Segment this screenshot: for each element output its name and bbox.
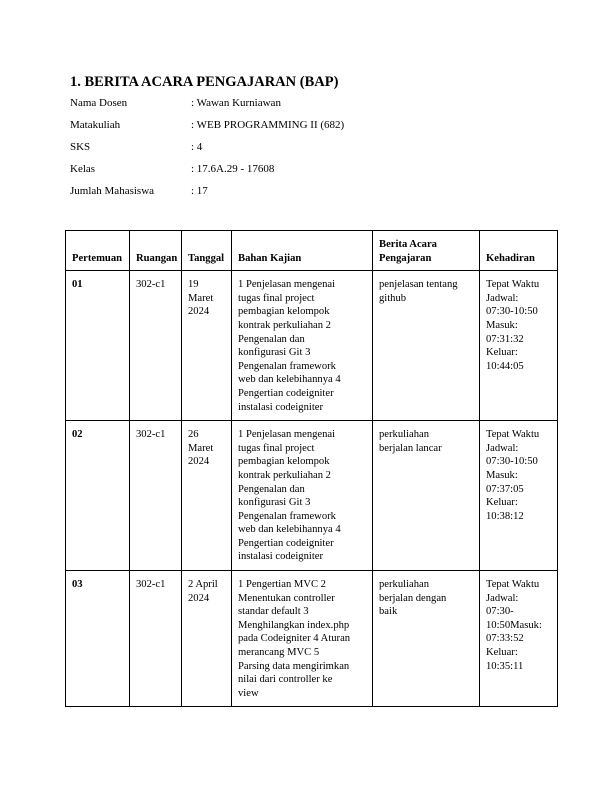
cell-line: web dan kelebihannya 4	[238, 524, 341, 536]
cell-line: nilai dari controller ke	[238, 674, 333, 686]
cell-line: Jadwal:	[486, 292, 519, 304]
info-label: SKS	[70, 141, 91, 153]
info-value: : 17.6A.29 - 17608	[191, 163, 275, 175]
cell-line: 07:30-	[486, 606, 514, 618]
cell-line: Menghilangkan index.php	[238, 619, 350, 631]
cell-line: Pengenalan framework	[238, 360, 336, 372]
cell-line: 10:50Masuk:	[486, 619, 542, 631]
cell-line: 1 Pengertian MVC 2	[238, 579, 326, 591]
cell-line: 07:30-10:50	[486, 456, 538, 468]
cell-line: github	[379, 292, 407, 304]
info-label: Nama Dosen	[70, 97, 128, 109]
course-info	[70, 96, 530, 206]
table-row	[66, 421, 558, 571]
header-ruangan: Ruangan	[130, 231, 182, 271]
cell-line: 19	[188, 279, 199, 291]
info-value: : 17	[191, 185, 208, 197]
cell-line: Maret	[188, 442, 214, 454]
cell-line: baik	[379, 606, 398, 618]
cell-line: 07:37:05	[486, 483, 524, 495]
cell-line: 07:31:32	[486, 333, 524, 345]
cell-kehadiran	[480, 571, 558, 707]
table-row	[66, 271, 558, 421]
cell-line: Jadwal:	[486, 592, 519, 604]
cell-line: Tepat Waktu	[486, 579, 540, 591]
cell-line: berjalan lancar	[379, 442, 442, 454]
cell-ruangan: 302-c1	[130, 271, 182, 421]
cell-bahan-kajian	[232, 271, 373, 421]
cell-line: Keluar:	[486, 347, 518, 359]
cell-line: web dan kelebihannya 4	[238, 374, 341, 386]
cell-pertemuan: 03	[66, 571, 130, 707]
cell-berita-acara	[373, 571, 480, 707]
cell-line: 2 April	[188, 579, 218, 591]
cell-line: konfigurasi Git 3	[238, 347, 311, 359]
info-value: : WEB PROGRAMMING II (682)	[191, 119, 345, 131]
cell-line: instalasi codeigniter	[238, 551, 324, 563]
cell-line: Parsing data mengirimkan	[238, 660, 350, 672]
cell-line: 2024	[188, 592, 210, 604]
cell-line: 10:35:11	[486, 660, 524, 672]
table-row	[66, 571, 558, 707]
cell-line: tugas final project	[238, 292, 315, 304]
cell-line: tugas final project	[238, 442, 315, 454]
cell-kehadiran	[480, 271, 558, 421]
header-tanggal: Tanggal	[182, 231, 232, 271]
cell-line: standar default 3	[238, 606, 309, 618]
cell-line: Jadwal:	[486, 442, 519, 454]
cell-tanggal	[182, 571, 232, 707]
cell-line: 07:30-10:50	[486, 306, 538, 318]
info-row-matakuliah	[70, 118, 530, 140]
cell-ruangan: 302-c1	[130, 421, 182, 571]
cell-line: perkuliahan	[379, 579, 430, 591]
cell-line: instalasi codeigniter	[238, 401, 324, 413]
cell-line: Tepat Waktu	[486, 429, 540, 441]
cell-line: Menentukan controller	[238, 592, 335, 604]
cell-line: Masuk:	[486, 469, 518, 481]
cell-line: konfigurasi Git 3	[238, 497, 311, 509]
header-kehadiran: Kehadiran	[480, 231, 558, 271]
cell-line: pembagian kelompok	[238, 456, 330, 468]
cell-line: 2024	[188, 306, 210, 318]
cell-line: view	[238, 687, 259, 699]
cell-line: 07:33:52	[486, 633, 524, 645]
cell-line: pembagian kelompok	[238, 306, 330, 318]
info-row-sks	[70, 140, 530, 162]
header-pertemuan: Pertemuan	[66, 231, 130, 271]
cell-line: pada Codeigniter 4 Aturan	[238, 633, 351, 645]
info-value: : 4	[191, 141, 203, 153]
info-row-kelas	[70, 162, 530, 184]
cell-line: berjalan dengan	[379, 592, 447, 604]
cell-line: Pengenalan dan	[238, 483, 305, 495]
cell-line: 26	[188, 429, 199, 441]
cell-kehadiran	[480, 421, 558, 571]
info-label: Jumlah Mahasiswa	[70, 185, 155, 197]
cell-pertemuan: 01	[66, 271, 130, 421]
cell-ruangan: 302-c1	[130, 571, 182, 707]
header-bahan-kajian: Bahan Kajian	[232, 231, 373, 271]
cell-line: 10:44:05	[486, 360, 524, 372]
table-body	[66, 271, 558, 707]
header-berita-acara: Berita Acara Pengajaran	[373, 231, 480, 271]
cell-line: Pengertian codeigniter	[238, 537, 334, 549]
cell-line: kontrak perkuliahan 2	[238, 319, 331, 331]
info-row-jumlah-mahasiswa	[70, 184, 530, 206]
cell-line: Pengenalan framework	[238, 510, 336, 522]
cell-line: 1 Penjelasan mengenai	[238, 429, 336, 441]
bap-table	[65, 230, 558, 707]
cell-line: 1 Penjelasan mengenai	[238, 279, 336, 291]
cell-line: Keluar:	[486, 497, 518, 509]
cell-line: 2024	[188, 456, 210, 468]
cell-line: Pengertian codeigniter	[238, 387, 334, 399]
page-title: 1. BERITA ACARA PENGAJARAN (BAP)	[70, 74, 339, 90]
cell-line: Maret	[188, 292, 214, 304]
cell-line: perkuliahan	[379, 429, 430, 441]
info-row-dosen	[70, 96, 530, 118]
info-label: Matakuliah	[70, 119, 121, 131]
table-header-row	[66, 231, 558, 271]
cell-tanggal	[182, 421, 232, 571]
cell-berita-acara	[373, 421, 480, 571]
cell-line: Tepat Waktu	[486, 279, 540, 291]
cell-bahan-kajian	[232, 421, 373, 571]
cell-bahan-kajian	[232, 571, 373, 707]
cell-line: kontrak perkuliahan 2	[238, 469, 331, 481]
info-value: : Wawan Kurniawan	[191, 97, 281, 109]
cell-line: merancang MVC 5	[238, 647, 320, 659]
info-label: Kelas	[70, 163, 96, 175]
cell-line: penjelasan tentang	[379, 279, 458, 291]
cell-line: 10:38:12	[486, 510, 524, 522]
cell-line: Masuk:	[486, 319, 518, 331]
cell-berita-acara	[373, 271, 480, 421]
cell-pertemuan: 02	[66, 421, 130, 571]
cell-line: Pengenalan dan	[238, 333, 305, 345]
cell-line: Keluar:	[486, 647, 518, 659]
cell-tanggal	[182, 271, 232, 421]
